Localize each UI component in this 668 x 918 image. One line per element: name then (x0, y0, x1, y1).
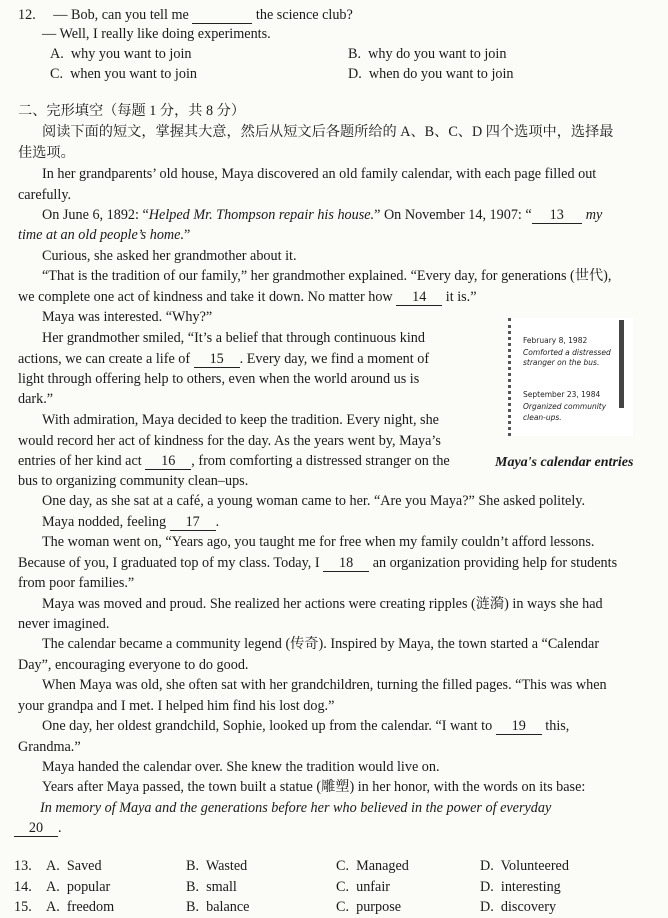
q12-number: 12. (18, 7, 36, 23)
q15-option-d[interactable]: D. discovery (480, 899, 557, 915)
passage-line: your grandpa and I met. I helped him find his lost dog.” (18, 698, 335, 714)
passage-line: actions, we can create a life of 15 . Every day, we find a moment of (18, 351, 430, 367)
q12-option-c[interactable]: C. when you want to join (50, 66, 197, 82)
entry-text: Comforted a distressed (523, 348, 611, 357)
calendar-binding-bar (619, 320, 624, 408)
blank-16[interactable]: 16 (145, 454, 191, 470)
passage-line: Maya was moved and proud. She realized her actions were creating ripples (涟漪) in ways she had (42, 596, 603, 612)
q15-option-c[interactable]: C. purpose (336, 899, 402, 915)
passage-line: Because of you, I graduated top of my class. Today, I 18 an organization providing help for students (18, 555, 618, 571)
passage-line: Curious, she asked her grandmother about it. (42, 248, 297, 264)
q14-option-b[interactable]: B. small (186, 879, 237, 895)
passage-line: carefully. (18, 187, 72, 203)
passage-line: The woman went on, “Years ago, you taught me for free when my family couldn’t afford lessons. (42, 534, 595, 550)
passage-line: bus to organizing community clean–ups. (18, 473, 249, 489)
q12-reply: — Well, I really like doing experiments. (42, 26, 271, 42)
entry-date: February 8, 1982 (523, 336, 588, 345)
passage-line: One day, her oldest grandchild, Sophie, looked up from the calendar. “I want to 19 this, (42, 718, 570, 734)
q14-number: 14. (14, 879, 32, 895)
q12-option-d[interactable]: D. when do you want to join (348, 66, 514, 82)
passage-line: In memory of Maya and the generations before her who believed in the power of everyday (40, 800, 552, 816)
passage-line: dark.” (18, 391, 54, 407)
blank-20[interactable]: 20 (14, 821, 58, 837)
entry-date: September 23, 1984 (523, 390, 601, 399)
q13-option-b[interactable]: B. Wasted (186, 858, 248, 874)
entry-text: clean-ups. (523, 413, 562, 422)
entry-text: Organized community (523, 402, 607, 411)
passage-line: When Maya was old, she often sat with her grandchildren, turning the filled pages. “This was when (42, 677, 607, 693)
passage-line: Maya nodded, feeling 17 . (42, 514, 220, 530)
passage-line: 20 . (14, 819, 62, 837)
passage-line: Maya was interested. “Why?” (42, 309, 213, 325)
passage-line: light through offering help to others, even when the world around us is (18, 371, 420, 387)
blank-17[interactable]: 17 (170, 515, 216, 531)
q13-number: 13. (14, 858, 32, 874)
blank-18[interactable]: 18 (323, 556, 369, 572)
passage-line: Day”, encouraging everyone to do good. (18, 657, 249, 673)
passage-line: “That is the tradition of our family,” her grandmother explained. “Every day, for generations (世代), (42, 268, 612, 284)
blank-15[interactable]: 15 (194, 352, 240, 368)
q14-option-a[interactable]: A. popular (46, 879, 111, 895)
blank-19[interactable]: 19 (496, 719, 542, 735)
passage-line: Maya handed the calendar over. She knew the tradition would live on. (42, 759, 440, 775)
passage-line: entries of her kind act 16 , from comforting a distressed stranger on the (18, 453, 450, 469)
blank-14[interactable]: 14 (396, 290, 442, 306)
q14-option-c[interactable]: C. unfair (336, 879, 390, 895)
passage-line: time at an old people’s home.” (18, 227, 191, 243)
passage-line: Years after Maya passed, the town built a statue (雕塑) in her honor, with the words on its base: (42, 779, 586, 795)
q12-option-b[interactable]: B. why do you want to join (348, 46, 507, 62)
q12-stem: 12. — Bob, can you tell me the science club? (18, 7, 353, 23)
q13-option-d[interactable]: D. Volunteered (480, 858, 569, 874)
figure-caption: Maya's calendar entries (495, 455, 634, 470)
q12-blank (192, 8, 252, 24)
section-instructions-cont: 佳选项。 (18, 145, 75, 161)
q12-option-a[interactable]: A. why you want to join (50, 46, 192, 62)
section-heading: 二、完形填空（每题 1 分，共 8 分） (18, 103, 246, 119)
q13-option-a[interactable]: A. Saved (46, 858, 102, 874)
passage-line: Grandma.” (18, 739, 81, 755)
passage-line: we complete one act of kindness and take it down. No matter how 14 it is.” (18, 289, 477, 305)
q14-option-d[interactable]: D. interesting (480, 879, 561, 895)
q15-number: 15. (14, 899, 32, 915)
passage-line: never imagined. (18, 616, 110, 632)
passage-line: With admiration, Maya decided to keep the tradition. Every night, she (42, 412, 439, 428)
passage-line: would record her act of kindness for the day. As the years went by, Maya’s (18, 433, 441, 449)
calendar-entries-figure (508, 318, 633, 436)
entry-text: stranger on the bus. (523, 358, 600, 367)
blank-13[interactable]: 13 (532, 208, 582, 224)
q13-option-c[interactable]: C. Managed (336, 858, 409, 874)
passage-line: On June 6, 1892: “Helped Mr. Thompson repair his house.” On November 14, 1907: “ 13 my (42, 207, 603, 223)
passage-line: One day, as she sat at a café, a young woman came to her. “Are you Maya?” She asked politely. (42, 493, 585, 509)
section-instructions: 阅读下面的短文，掌握其大意，然后从短文后各题所给的 A、B、C、D 四个选项中，选择最 (42, 124, 614, 140)
passage-line: Her grandmother smiled, “It’s a belief that through continuous kind (42, 330, 425, 346)
passage-line: from poor families.” (18, 575, 135, 591)
passage-line: The calendar became a community legend (传奇). Inspired by Maya, the town started a “Calendar (42, 636, 600, 652)
passage-line: In her grandparents’ old house, Maya discovered an old family calendar, with each page filled out (42, 166, 597, 182)
q15-option-b[interactable]: B. balance (186, 899, 250, 915)
q15-option-a[interactable]: A. freedom (46, 899, 115, 915)
